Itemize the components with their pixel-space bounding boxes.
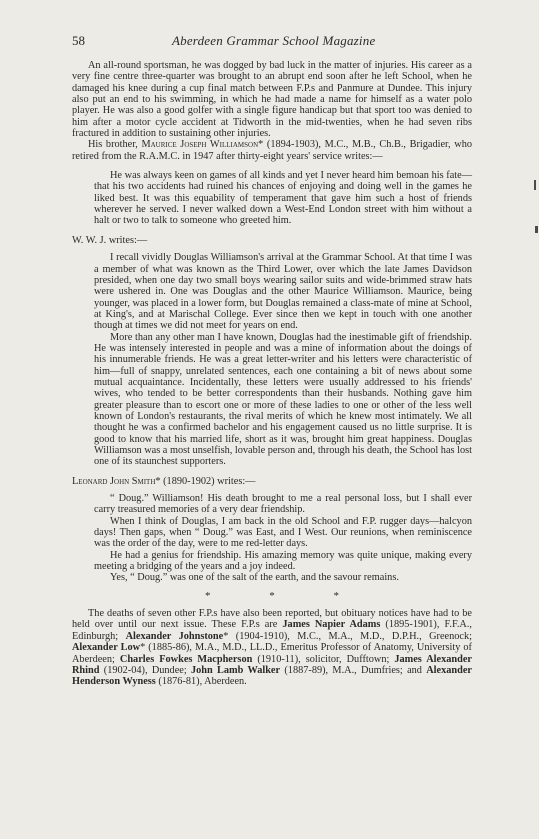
person-name: Alexander Johnstone bbox=[125, 630, 224, 642]
wwj-intro: W. W. J. writes:— bbox=[72, 234, 148, 246]
margin-mark bbox=[534, 180, 536, 190]
section-divider: * * * bbox=[205, 589, 367, 602]
person-name: John Lamb Walker bbox=[191, 664, 281, 676]
article-body bbox=[72, 60, 472, 688]
quote-wwj: I recall vividly Douglas Williamson's arrival at the Grammar School. At that time I was a member of what was known as the Third Lower, over which the late James Davidson presided, when one day two small boys wearing sailor suits and wide-brimmed straw hats were ushered in. One was Douglas and the other Maurice Williamson. Maurice, being younger, was placed in a lower form, but Douglas remained a class-mate of mine at School, at King's, and at Marischal College. Ever since then we kept in touch with one another though at times we did not meet for years on end. More than any other man I have known, Douglas had the inestimable gift of friendship. He was intensely interested in people and was a mine of information about the doings of his innumerable friends. He was a great letter-writer and his letters were characteristic of him—full of snappy, unrelated sentences, each one containing a bit of news about some mutual acquaintance. Incidentally, these letters were usually addressed to his friends' wives, who tended to be better correspondents than their husbands. Nothing gave him greater pleasure than to escort one or more of these ladies to one or other of the less well known of London's restaurants, the rival merits of which he knew most intimately. We all thought he was a confirmed bachelor and his engagement caused us no little surprise. It is good to know that his married life, short as it was, brought him great happiness. Douglas Williamson was a most unselfish, lovable person and, through his death, the School has lost one of its staunchest supporters. bbox=[94, 252, 472, 468]
person-name: Leonard John Smith bbox=[72, 475, 156, 487]
paragraph-deaths: The deaths of seven other F.P.s have also been reported, but obituary notices have had to be held over until our next issue. These F.P.s are James Napier Adams (1895-1901), F.F.A., Edinburgh; Alexander Johnstone* (1904-1910), M.C., M.A., M.D., D.P.H., Greenock; Alexander Low* (1885-86), M.A., M.D., LL.D., Emeritus Professor of Anatomy, University of Aberdeen; Charles Fowkes Macpherson (1910-11), solicitor, Dufftown; James Alexander Rhind (1902-04), Dundee; John Lamb Walker (1887-89), M.A., Dumfries; and Alexander Henderson Wyness (1876-81), Aberdeen. bbox=[72, 608, 472, 688]
person-name: Alexander Henderson Wyness bbox=[72, 664, 472, 688]
person-name: Alexander Low bbox=[72, 642, 141, 654]
person-name: James Napier Adams bbox=[282, 619, 381, 631]
page-number: 58 bbox=[72, 33, 85, 48]
running-title: Aberdeen Grammar School Magazine bbox=[172, 33, 376, 48]
margin-mark bbox=[535, 226, 538, 233]
smith-intro: Leonard John Smith* (1890-1902) writes:— bbox=[72, 475, 256, 487]
quote-maurice: He was always keen on games of all kinds and yet I never heard him bemoan his fate—that his two accidents had ruined his chances of enjoying and doing well in the games he liked best. It was this equability of temperament that gave him such a host of friends wherever he served. I never walked down a West-End London street with him without a halt or two to talk to someone who greeted him. bbox=[94, 170, 472, 227]
person-name: Charles Fowkes Macpherson bbox=[119, 653, 253, 665]
quote-smith: “ Doug.” Williamson! His death brought to me a real personal loss, but I shall ever carry treasured memories of a very dear friendship. When I think of Douglas, I am back in the old School and F.P. rugger days—halcyon days! Then gaps, when “ Doug.” was East, and I West. Our reunions, when reminiscence was the order of the day, were to me red-letter days. He had a genius for friendship. His amazing memory was quite unique, making every meeting a bridging of the years and a joy indeed. Yes, “ Doug.” was one of the salt of the earth, and the savour remains. bbox=[94, 493, 472, 584]
paragraph-brother: His brother, Maurice Joseph Williamson* (1894-1903), M.C., M.B., Ch.B., Brigadier, who retired from the R.A.M.C. in 1947 after thirty-eight years' service writes:— bbox=[72, 139, 472, 162]
person-name: Maurice Joseph Williamson bbox=[141, 139, 259, 151]
paragraph-sportsman: An all-round sportsman, he was dogged by bad luck in the matter of injuries. His career as a very fine centre three-quarter was brought to an abrupt end soon after he left School, when he damaged his knee during a cup final match between F.P.s and Panmure at Dundee. This injury also put an end to his swimming, in which he had made a name for himself as a water polo player. He was also a good golfer with a single figure handicap but that sport too was denied to him after a motor cycle accident at Tidworth in the mid-twenties, when he had seven ribs fractured in addition to sustaining other injuries. bbox=[72, 60, 472, 140]
person-name: James Alexander Rhind bbox=[72, 653, 472, 676]
